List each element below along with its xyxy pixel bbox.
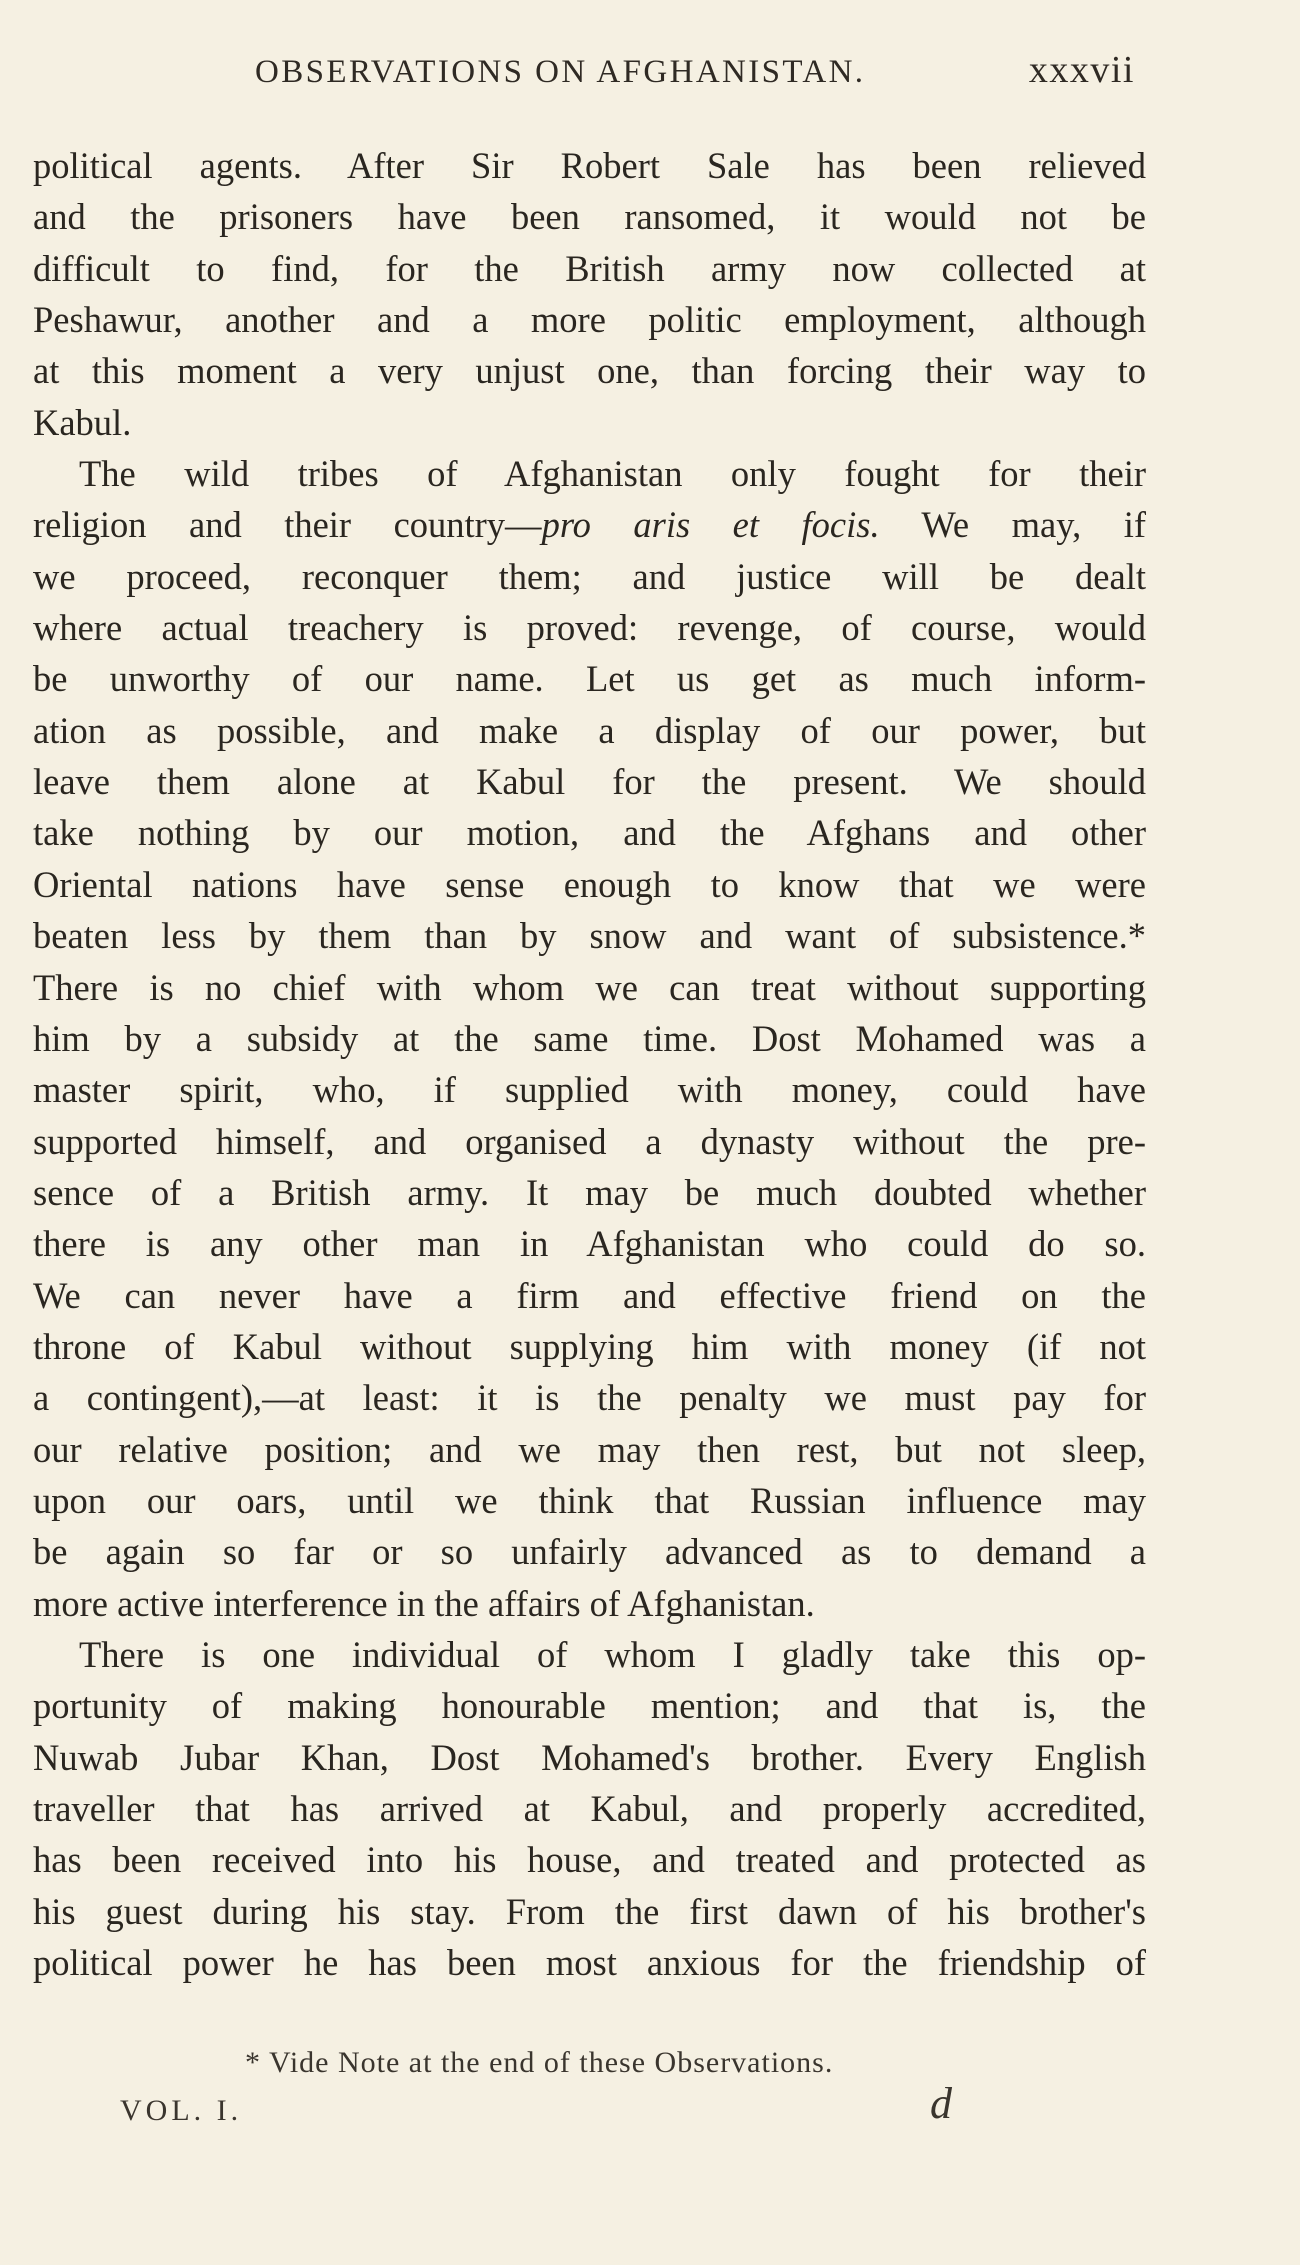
text-line: traveller that has arrived at Kabul, and properly accredited,	[33, 1788, 1146, 1829]
text-line: throne of Kabul without supplying him with money (if not	[33, 1325, 1146, 1367]
text-line: take nothing by our motion, and the Afghans and other	[33, 812, 1146, 854]
text-line: Oriental nations have sense enough to know that we were	[33, 863, 1146, 905]
paragraph-first-line: There is one individual of whom I gladly take this op-	[79, 1633, 1146, 1675]
text-line: portunity of making honourable mention; and that is, the	[33, 1685, 1146, 1727]
footnote: * Vide Note at the end of these Observations.	[245, 2046, 834, 2079]
text-line: more active interference in the affairs of Afghanistan.	[33, 1582, 815, 1624]
text-line: Nuwab Jubar Khan, Dost Mohamed's brother. Every English	[33, 1736, 1146, 1778]
text-line: beaten less by them than by snow and want of subsistence.*	[33, 915, 1146, 957]
text-line: political agents. After Sir Robert Sale has been relieved	[33, 145, 1146, 186]
text-line: our relative position; and we may then rest, but not sleep,	[33, 1428, 1146, 1470]
text-line: be again so far or so unfairly advanced as to demand a	[33, 1531, 1146, 1573]
text-line: where actual treachery is proved: revenge, of course, would	[33, 607, 1146, 649]
text-line: a contingent),—at least: it is the penalty we must pay for	[33, 1377, 1146, 1419]
text-line: Peshawur, another and a more politic employment, although	[33, 299, 1146, 341]
text-line: there is any other man in Afghanistan who could do so.	[33, 1223, 1146, 1265]
text-segment: We may, if	[879, 504, 1146, 546]
text-line: sence of a British army. It may be much doubted whether	[33, 1171, 1146, 1213]
text-line: We can never have a firm and effective friend on the	[33, 1274, 1146, 1316]
text-segment: religion and their country—	[33, 504, 542, 546]
running-title: OBSERVATIONS ON AFGHANISTAN.	[255, 54, 866, 90]
latin-phrase: pro aris et focis.	[541, 504, 880, 546]
body-text	[33, 140, 1146, 1988]
text-line	[33, 499, 1146, 550]
text-line: There is no chief with whom we can treat without supporting	[33, 966, 1146, 1008]
text-line: has been received into his house, and treated and protected as	[33, 1839, 1146, 1881]
text-line: his guest during his stay. From the first dawn of his brother's	[33, 1890, 1146, 1932]
text-line: master spirit, who, if supplied with money, could have	[33, 1069, 1146, 1111]
running-head	[255, 48, 1135, 108]
text-line: ation as possible, and make a display of our power, but	[33, 709, 1146, 751]
text-line: supported himself, and organised a dynasty without the pre-	[33, 1120, 1146, 1162]
paragraph-first-line: The wild tribes of Afghanistan only fought for their	[79, 453, 1146, 495]
text-line: difficult to find, for the British army now collected at	[33, 247, 1146, 289]
signature-mark: d	[930, 2079, 952, 2128]
text-line: upon our oars, until we think that Russian influence may	[33, 1479, 1146, 1521]
text-line: and the prisoners have been ransomed, it would not be	[33, 196, 1146, 238]
text-line: leave them alone at Kabul for the present. We should	[33, 761, 1146, 803]
text-line: we proceed, reconquer them; and justice will be dealt	[33, 555, 1146, 597]
text-line: Kabul.	[33, 401, 132, 443]
text-line: at this moment a very unjust one, than forcing their way to	[33, 350, 1146, 392]
text-line: him by a subsidy at the same time. Dost Mohamed was a	[33, 1017, 1146, 1059]
volume-label: VOL. I.	[120, 2094, 243, 2127]
text-line: be unworthy of our name. Let us get as much inform-	[33, 658, 1146, 700]
text-line: political power he has been most anxious for the friendship of	[33, 1942, 1146, 1984]
page-number: xxxvii	[1028, 49, 1135, 91]
